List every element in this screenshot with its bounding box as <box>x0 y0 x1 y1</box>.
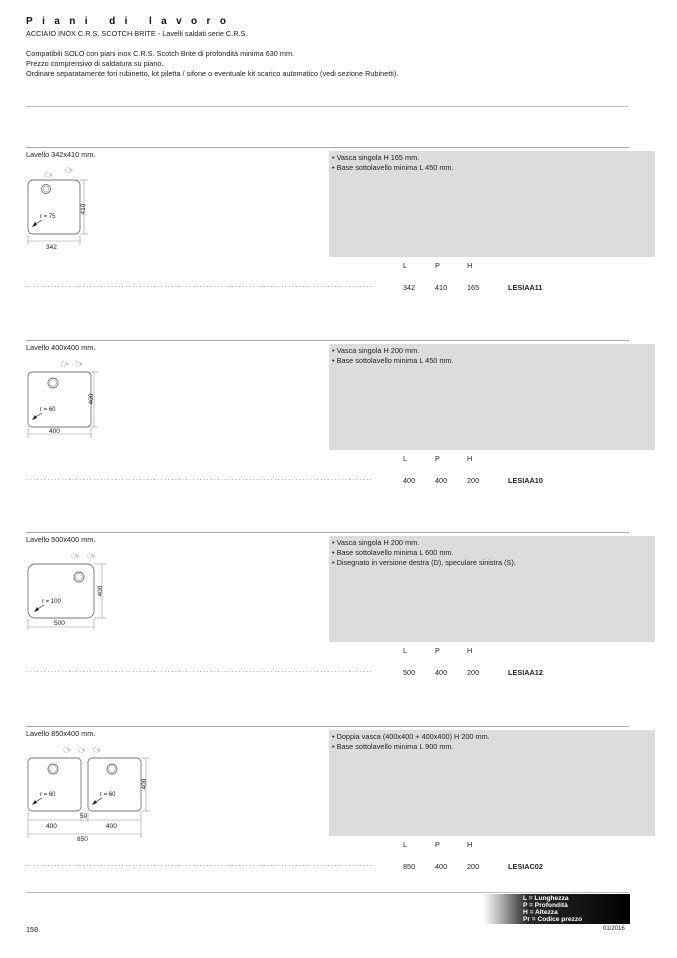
divider <box>26 147 629 148</box>
product-name: Lavello 500x400 mm. <box>26 535 96 544</box>
value-h: 165 <box>467 283 480 292</box>
intro-line: Prezzo comprensivo di saldatura su piano. <box>26 59 164 68</box>
product-code: LESIAA10 <box>508 476 543 485</box>
page-subtitle: ACCIAIO INOX C.R.S. SCOTCH BRITE - Lavelli saldati serie C.R.S. <box>26 29 248 38</box>
page-title: Piani di lavoro <box>26 16 236 27</box>
spec-item: • Base sottolavello minima L 450 mm. <box>332 163 454 172</box>
col-header-h: H <box>467 454 473 463</box>
col-header-p: P <box>435 646 440 655</box>
intro-line: Ordinare separatamente fori rubinetto, kit piletta / sifone o eventuale kit scarico automatico (vedi sezione Rubinetti). <box>26 69 399 78</box>
divider <box>26 726 629 727</box>
width-dimension: 400 <box>49 428 60 435</box>
product-code: LESIAA12 <box>508 668 543 677</box>
width-left-dimension: 400 <box>46 823 57 830</box>
product-section <box>26 340 629 500</box>
value-h: 200 <box>467 668 480 677</box>
height-dimension: 400 <box>97 585 104 597</box>
sink-outline <box>28 372 91 427</box>
edition-date: 01/2016 <box>603 926 625 932</box>
value-l: 342 <box>403 283 416 292</box>
faucet-holes <box>72 554 95 559</box>
col-header-p: P <box>435 840 440 849</box>
legend-item: H = Altezza <box>523 909 558 916</box>
radius-label: r = 60 <box>100 792 116 798</box>
total-width-dimension: 850 <box>77 836 88 843</box>
divider <box>26 106 629 107</box>
spec-item: • Base sottolavello minima L 900 mm. <box>332 742 454 751</box>
product-name: Lavello 850x400 mm. <box>26 729 96 738</box>
radius-label: r = 60 <box>40 792 56 798</box>
specs-panel <box>329 151 655 257</box>
height-dimension: 410 <box>80 203 87 215</box>
faucet-holes <box>64 748 101 753</box>
col-header-l: L <box>403 454 408 463</box>
spec-item: • Vasca singola H 200 mm. <box>332 346 420 355</box>
width-right-dimension: 400 <box>106 823 117 830</box>
value-h: 200 <box>467 862 480 871</box>
product-code: LESIAC02 <box>508 862 543 871</box>
product-section <box>26 147 629 307</box>
faucet-holes <box>62 362 83 367</box>
sink-drawing <box>26 165 116 255</box>
spec-item: • Vasca singola H 165 mm. <box>332 153 420 162</box>
intro-text <box>26 49 398 79</box>
col-header-l: L <box>403 646 408 655</box>
col-header-l: L <box>403 261 408 270</box>
radius-label: r = 75 <box>40 214 56 220</box>
divider <box>26 340 629 341</box>
product-section <box>26 726 629 886</box>
product-section <box>26 532 629 692</box>
page-number: 158 <box>26 925 39 934</box>
legend-item: Pr = Codice prezzo <box>523 916 583 923</box>
radius-label: r = 60 <box>40 407 56 413</box>
spec-item: • Vasca singola H 200 mm. <box>332 538 420 547</box>
product-code: LESIAA11 <box>508 283 543 292</box>
leader-dots: .................................................................................................. <box>26 861 374 868</box>
height-dimension: 400 <box>88 393 95 405</box>
value-h: 200 <box>467 476 480 485</box>
legend-item: L = Lunghezza <box>523 895 569 902</box>
specs-panel <box>329 536 655 642</box>
value-l: 400 <box>403 476 416 485</box>
value-l: 850 <box>403 862 416 871</box>
value-p: 400 <box>435 668 448 677</box>
intro-line: Compatibili SOLO con piani inox C.R.S. Scotch Brite di profondità minima 630 mm. <box>26 49 295 58</box>
sink-drawing <box>26 744 166 844</box>
leader-dots: .................................................................................................. <box>26 667 374 674</box>
col-header-h: H <box>467 646 473 655</box>
divider <box>26 532 629 533</box>
spec-item: • Base sottolavello minima L 450 mm. <box>332 356 454 365</box>
sink-outline <box>28 180 80 234</box>
product-name: Lavello 400x400 mm. <box>26 343 96 352</box>
product-name: Lavello 342x410 mm. <box>26 150 96 159</box>
value-p: 410 <box>435 283 448 292</box>
col-header-h: H <box>467 840 473 849</box>
spec-item: • Disegnato in versione destra (D), speculare sinistra (S). <box>332 558 516 567</box>
col-header-l: L <box>403 840 408 849</box>
divider <box>26 892 629 893</box>
gap-dimension: 50 <box>80 813 88 820</box>
specs-panel <box>329 730 655 836</box>
sink-drawing <box>26 550 136 640</box>
legend-item: P = Profondità <box>523 902 568 909</box>
height-dimension: 400 <box>141 778 148 790</box>
width-dimension: 342 <box>46 244 57 251</box>
specs-panel <box>329 344 655 450</box>
faucet-holes <box>46 168 73 178</box>
legend-box <box>483 894 630 924</box>
value-p: 400 <box>435 476 448 485</box>
col-header-p: P <box>435 261 440 270</box>
leader-dots: .................................................................................................. <box>26 282 374 289</box>
spec-item: • Doppia vasca (400x400 + 400x400) H 200 mm. <box>332 732 490 741</box>
col-header-p: P <box>435 454 440 463</box>
value-p: 400 <box>435 862 448 871</box>
width-dimension: 500 <box>54 620 65 627</box>
leader-dots: .................................................................................................. <box>26 475 374 482</box>
radius-label: r = 100 <box>42 599 61 605</box>
col-header-h: H <box>467 261 473 270</box>
value-l: 500 <box>403 668 416 677</box>
sink-drawing <box>26 358 116 448</box>
spec-item: • Base sottolavello minima L 600 mm. <box>332 548 454 557</box>
